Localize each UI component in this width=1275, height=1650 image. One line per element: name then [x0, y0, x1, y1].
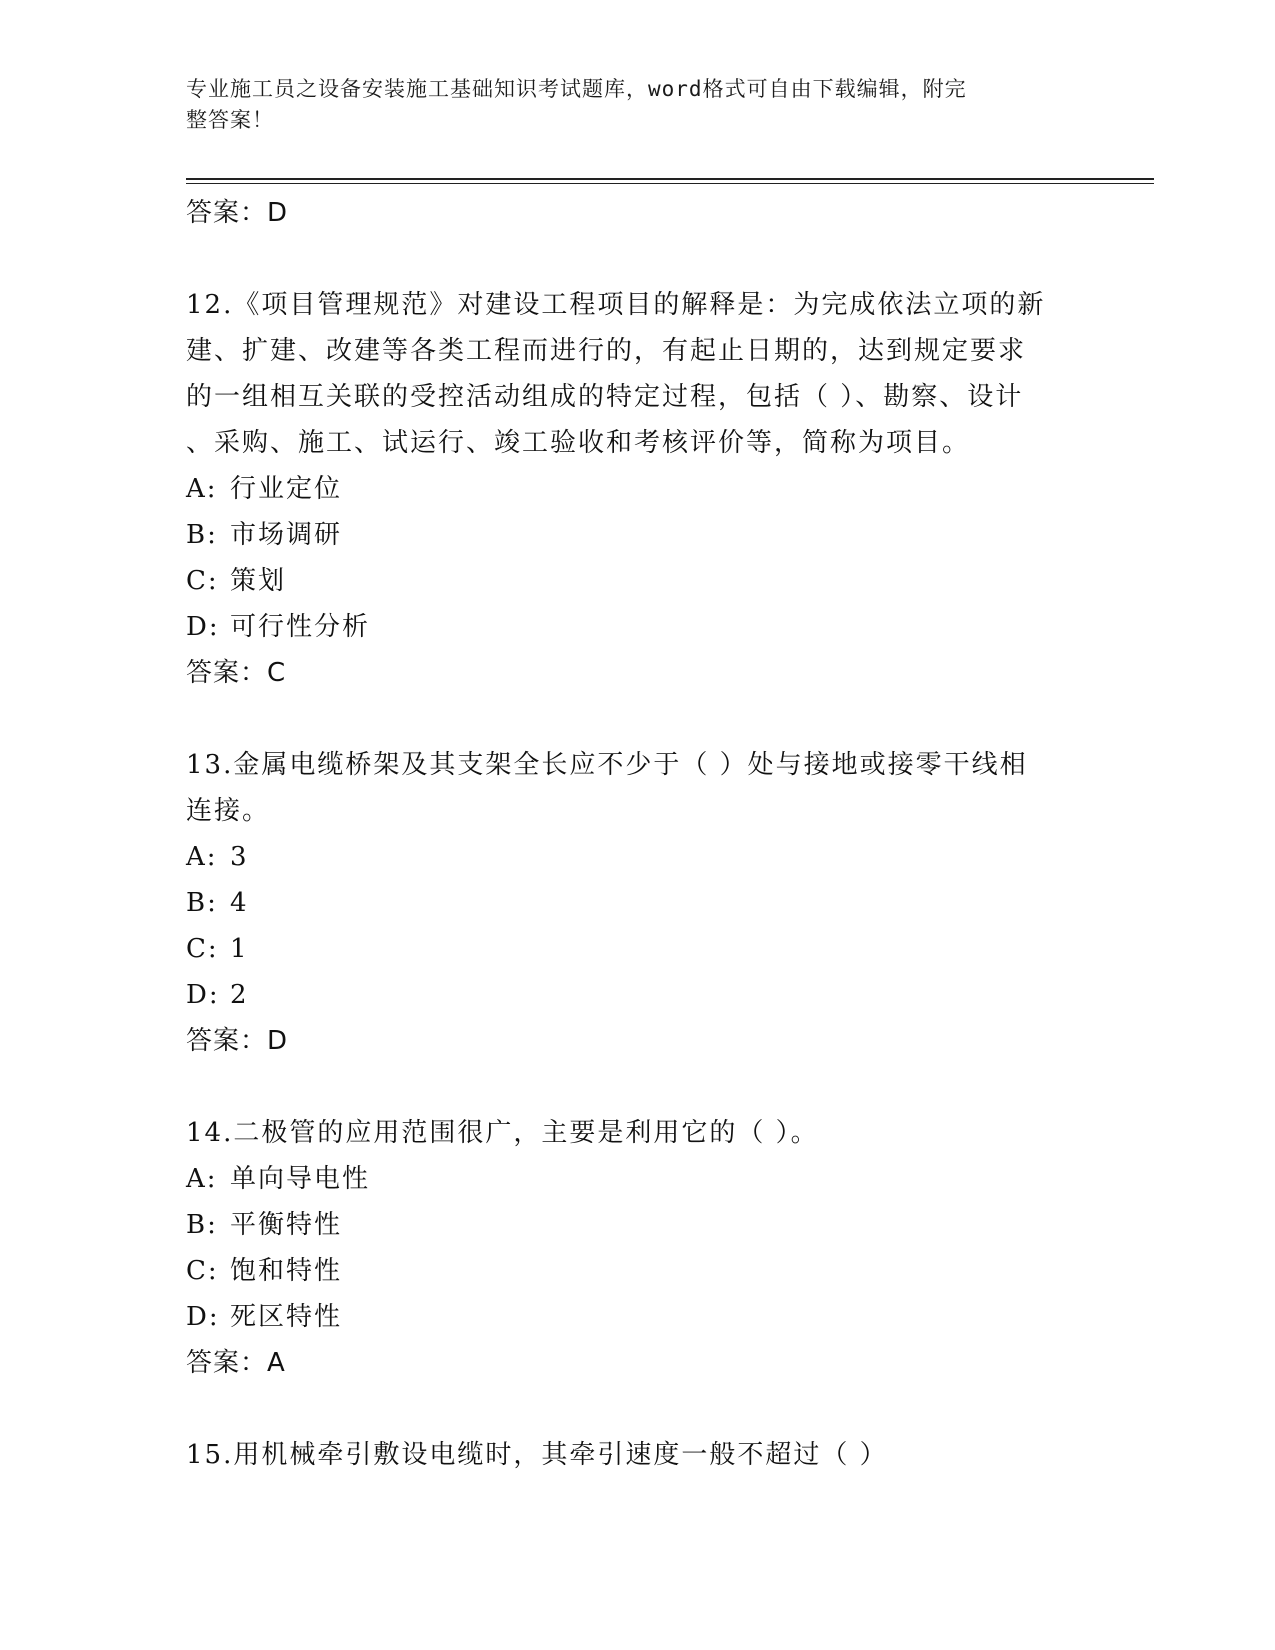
option-text: 单向导电性 — [230, 1164, 371, 1194]
answer-value: C — [267, 658, 287, 688]
option-key: D: — [186, 1302, 220, 1332]
option-key: B: — [186, 520, 218, 550]
option-d — [186, 972, 1086, 1018]
option-text: 1 — [230, 934, 249, 964]
option-text: 市场调研 — [230, 520, 343, 550]
option-a — [186, 834, 1086, 880]
option-c — [186, 926, 1086, 972]
option-c — [186, 558, 1086, 604]
question-stem — [186, 1110, 1086, 1156]
option-text: 2 — [230, 980, 249, 1010]
option-a — [186, 466, 1086, 512]
option-text: 4 — [230, 888, 249, 918]
option-key: A: — [186, 474, 218, 504]
answer-line — [186, 650, 1086, 696]
question-stem-line: 12.《项目管理规范》对建设工程项目的解释是：为完成依法立项的新 — [186, 290, 1046, 320]
option-text: 平衡特性 — [230, 1210, 343, 1240]
header-title-line-1: 专业施工员之设备安装施工基础知识考试题库，word格式可自由下载编辑，附完 — [186, 77, 967, 101]
question-stem-line: 13.金属电缆桥架及其支架全长应不少于（ ）处与接地或接零干线相 — [186, 750, 1028, 780]
question-stem-line: 连接。 — [186, 796, 271, 826]
option-text: 饱和特性 — [230, 1256, 343, 1286]
option-a — [186, 1156, 1086, 1202]
answer-value: A — [267, 1348, 286, 1378]
answer-label: 答案： — [186, 198, 268, 228]
question-stem-line: 15.用机械牵引敷设电缆时，其牵引速度一般不超过（ ） — [186, 1440, 888, 1470]
option-key: D: — [186, 980, 220, 1010]
option-c — [186, 1248, 1086, 1294]
question-stem-line: 的一组相互关联的受控活动组成的特定过程，包括（ ）、勘察、设计 — [186, 382, 1024, 412]
question-13 — [186, 742, 1086, 1064]
option-b — [186, 512, 1086, 558]
document-header — [186, 74, 1066, 136]
question-stem — [186, 282, 1086, 466]
option-text: 死区特性 — [230, 1302, 343, 1332]
answer-line-prev — [186, 190, 1086, 236]
question-12 — [186, 282, 1086, 696]
option-text: 可行性分析 — [230, 612, 371, 642]
option-key: B: — [186, 1210, 218, 1240]
option-key: A: — [186, 1164, 218, 1194]
question-list — [186, 190, 1086, 1478]
answer-value: D — [267, 1026, 289, 1056]
question-stem — [186, 1432, 1086, 1478]
answer-label: 答案： — [186, 1348, 268, 1378]
answer-line — [186, 1018, 1086, 1064]
question-stem — [186, 742, 1086, 834]
header-divider-thick — [186, 178, 1154, 180]
header-title-line-2: 整答案！ — [186, 108, 274, 132]
option-d — [186, 604, 1086, 650]
option-key: D: — [186, 612, 220, 642]
option-text: 3 — [230, 842, 249, 872]
answer-label: 答案： — [186, 1026, 268, 1056]
option-key: C: — [186, 934, 219, 964]
question-stem-line: 14.二极管的应用范围很广，主要是利用它的（ ）。 — [186, 1118, 819, 1148]
option-key: C: — [186, 1256, 219, 1286]
answer-value: D — [267, 198, 289, 228]
option-text: 行业定位 — [230, 474, 343, 504]
option-b — [186, 1202, 1086, 1248]
option-key: A: — [186, 842, 218, 872]
question-14 — [186, 1110, 1086, 1386]
option-text: 策划 — [230, 566, 287, 596]
question-15 — [186, 1432, 1086, 1478]
option-key: C: — [186, 566, 219, 596]
answer-line — [186, 1340, 1086, 1386]
answer-label: 答案： — [186, 658, 268, 688]
option-key: B: — [186, 888, 218, 918]
question-stem-line: 建、扩建、改建等各类工程而进行的，有起止日期的，达到规定要求 — [186, 336, 1027, 366]
header-divider-thin — [186, 183, 1154, 184]
question-stem-line: 、采购、施工、试运行、竣工验收和考核评价等，简称为项目。 — [186, 428, 971, 458]
option-b — [186, 880, 1086, 926]
option-d — [186, 1294, 1086, 1340]
